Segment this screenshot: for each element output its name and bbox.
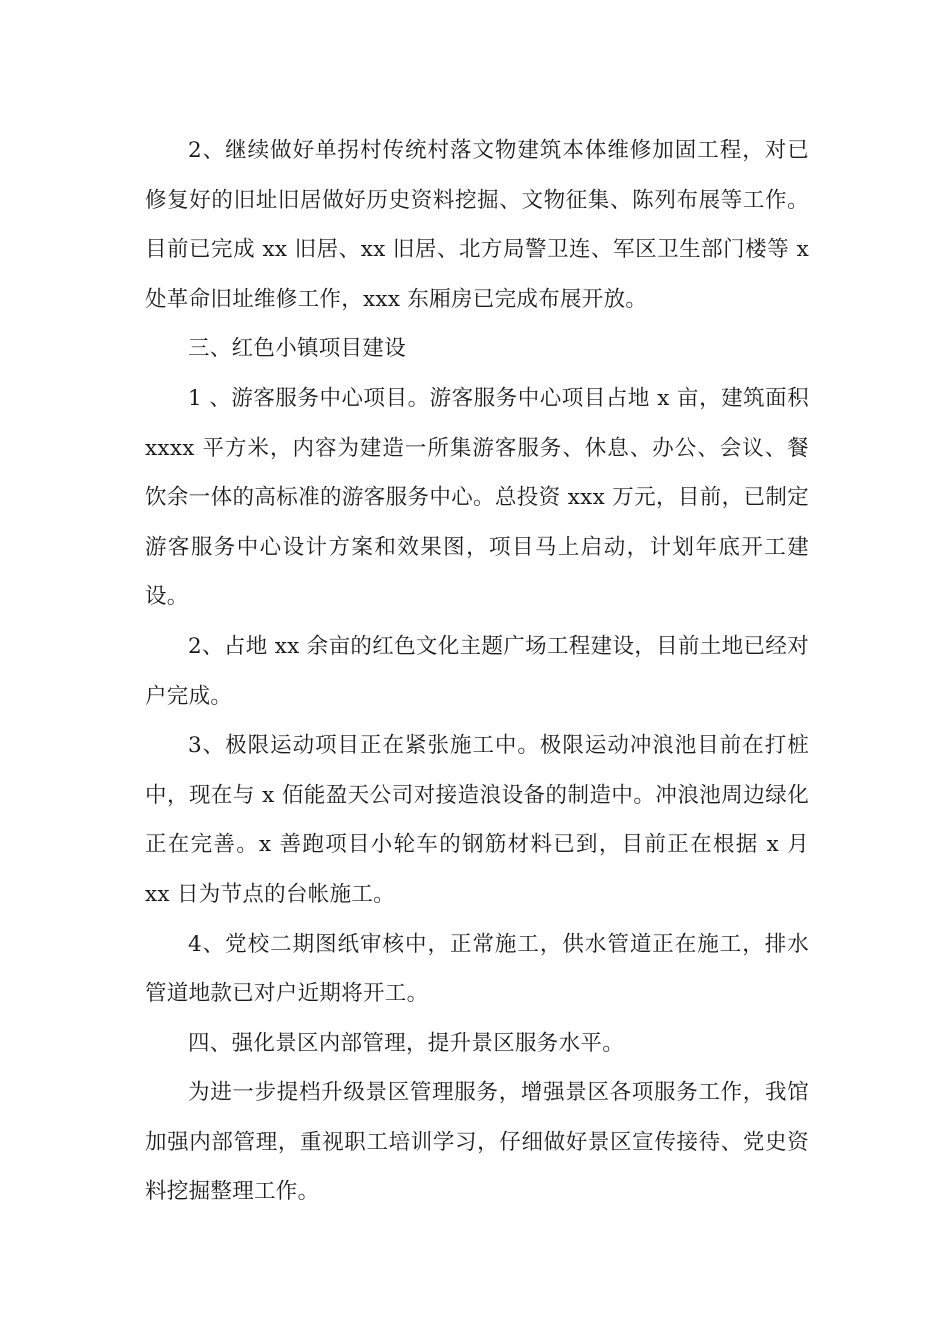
paragraph-theme-square: 2、占地 xx 余亩的红色文化主题广场工程建设，目前土地已经对户完成。 bbox=[145, 633, 809, 709]
document-body bbox=[145, 126, 809, 1217]
paragraph-relic-restoration: 2、继续做好单拐村传统村落文物建筑本体维修加固工程，对已修复好的旧址旧居做好历史资料挖掘、文物征集、陈列布展等工作。目前已完成 xx 旧居、xx 旧居、北方局警卫连、军区卫生部门楼等 x 处革命旧址维修工作，xxx 东厢房已完成布展开放。 bbox=[145, 138, 809, 312]
heading-internal-management: 四、强化景区内部管理，提升景区服务水平。 bbox=[188, 1030, 625, 1056]
paragraph-party-school: 4、党校二期图纸审核中，正常施工，供水管道正在施工，排水管道地款已对户近期将开工。 bbox=[145, 931, 809, 1007]
heading-red-town-project: 三、红色小镇项目建设 bbox=[188, 336, 407, 362]
paragraph-service-improvement: 为进一步提档升级景区管理服务，增强景区各项服务工作，我馆加强内部管理，重视职工培训学习，仔细做好景区宣传接待、党史资料挖掘整理工作。 bbox=[145, 1080, 809, 1205]
paragraph-visitor-center: 1 、游客服务中心项目。游客服务中心项目占地 x 亩，建筑面积 xxxx 平方米，内容为建造一所集游客服务、休息、办公、会议、餐饮余一体的高标准的游客服务中心。总投资 xxx 万元，目前，已制定游客服务中心设计方案和效果图，项目马上启动，计划年底开工建设。 bbox=[145, 385, 809, 610]
paragraph-extreme-sports: 3、极限运动项目正在紧张施工中。极限运动冲浪池目前在打桩中，现在与 x 佰能盈天公司对接造浪设备的制造中。冲浪池周边绿化正在完善。x 善跑项目小轮车的钢筋材料已到，目前正在根据 x 月 xx 日为节点的台帐施工。 bbox=[145, 733, 809, 907]
